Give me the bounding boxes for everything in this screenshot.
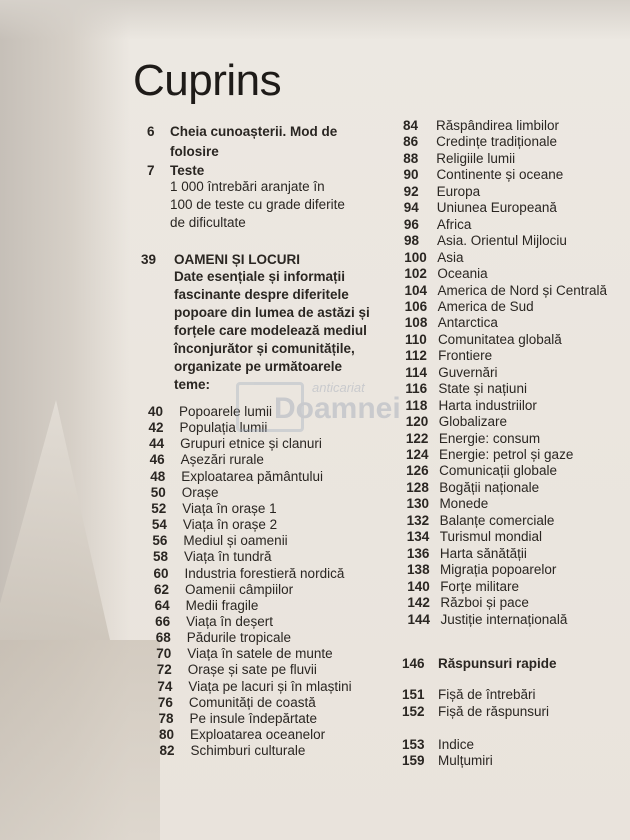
entry-title-cont: folosire	[170, 144, 219, 159]
page-number: 159	[402, 753, 425, 768]
entry-title: Populația lumii	[179, 420, 268, 436]
entry-title: Harta industriilor	[438, 397, 537, 413]
section-description	[174, 268, 370, 394]
page-number: 82	[159, 743, 175, 759]
desc-line: înconjurător și comunitățile,	[174, 341, 355, 356]
desc-line: popoare din lumea de astăzi și	[174, 305, 370, 320]
page-number: 90	[403, 167, 419, 183]
page-number: 6	[147, 124, 155, 139]
page-number: 130	[406, 496, 429, 512]
section-title: OAMENI ȘI LOCURI	[174, 252, 301, 267]
watermark-small-text: anticariat	[312, 380, 365, 395]
page-number: 80	[159, 727, 175, 742]
entry-title: Religiile lumii	[436, 150, 516, 166]
entry-title: Uniunea Europeană	[436, 200, 557, 216]
entry-title: Viața în orașe 2	[182, 517, 278, 533]
page-number: 68	[155, 630, 171, 646]
page-number: 110	[404, 331, 427, 347]
page-number: 122	[405, 430, 429, 446]
tests-description	[170, 178, 345, 232]
watermark-logo	[236, 380, 401, 430]
page-number: 40	[148, 404, 164, 419]
page-number: 124	[406, 447, 429, 462]
page-number: 112	[405, 348, 427, 364]
page-number: 88	[403, 150, 419, 166]
entry-title: Comunități de coastă	[188, 694, 316, 710]
page-number: 46	[149, 452, 165, 468]
desc-line: forțele care modelează mediul	[174, 323, 367, 338]
page-number: 104	[404, 282, 428, 298]
page-number: 50	[150, 484, 166, 500]
page-number: 106	[404, 298, 428, 314]
desc-line: de dificultate	[170, 215, 246, 230]
entry-title: Energie: consum	[438, 430, 541, 446]
entry-title: America de Nord și Centrală	[437, 282, 608, 298]
entry-title: Fișă de întrebări	[438, 687, 536, 702]
page-number: 142	[407, 595, 430, 611]
page-number: 42	[148, 420, 164, 436]
entry-title: Mulțumiri	[438, 753, 493, 768]
entry-title: Continente și oceane	[436, 167, 564, 183]
desc-line: teme:	[174, 377, 211, 392]
page-number: 62	[154, 581, 170, 597]
page-number: 102	[404, 266, 427, 282]
top-shadow	[0, 0, 630, 40]
entry-title: Guvernări	[438, 364, 498, 380]
entry-title: Mediul și oamenii	[183, 533, 288, 549]
entry-title: America de Sud	[437, 298, 534, 314]
entry-title: Forțe militare	[440, 578, 519, 594]
page-title: Cuprins	[133, 56, 282, 105]
entry-title: Exploatarea pământului	[181, 468, 324, 484]
page-number: 72	[156, 662, 172, 678]
desc-line: 1 000 întrebări aranjate în	[170, 179, 325, 194]
entry-title: Exploatarea oceanelor	[190, 727, 326, 742]
page-number: 114	[405, 364, 428, 380]
page-number: 74	[157, 678, 173, 694]
entry-title: Fișă de răspunsuri	[438, 704, 550, 719]
entry-title: Antarctica	[437, 315, 498, 331]
page-number: 126	[406, 463, 429, 479]
ground-image	[0, 640, 160, 840]
page-number: 98	[404, 233, 420, 249]
watermark-big-text: Doamnei	[274, 392, 401, 425]
page-number: 39	[141, 252, 157, 267]
page-number: 146	[402, 656, 425, 671]
page-number: 52	[151, 500, 167, 516]
entry-title: State și națiuni	[438, 381, 527, 397]
page-number: 78	[158, 710, 174, 726]
page-number: 108	[404, 315, 428, 331]
page-number: 76	[157, 694, 173, 710]
page-number: 144	[407, 611, 431, 627]
page-number: 152	[402, 704, 425, 719]
page-number: 60	[153, 565, 169, 581]
entry-title: Asia. Orientul Mijlociu	[437, 233, 567, 249]
entry-title: Război și pace	[440, 595, 529, 611]
entry-title: Cheia cunoașterii. Mod de	[170, 124, 338, 139]
page-number: 44	[149, 436, 165, 452]
page-number: 92	[403, 183, 419, 199]
entry-title: Viața în deșert	[186, 613, 273, 629]
entry-title: Migrația popoarelor	[440, 562, 557, 578]
entry-title: Viața în orașe 1	[182, 500, 277, 516]
page-number: 94	[403, 200, 419, 216]
entry-title: Comunitatea globală	[437, 331, 562, 347]
entry-title: Balanțe comerciale	[439, 512, 555, 528]
entry-title: Oamenii câmpiilor	[185, 581, 294, 597]
page-number: 48	[150, 468, 166, 484]
page-number: 120	[405, 414, 429, 430]
page-number: 136	[406, 545, 430, 561]
page-number: 128	[406, 479, 429, 495]
page-number: 151	[402, 687, 425, 702]
entry-title: Răspunsuri rapide	[438, 656, 557, 671]
entry-title: Europa	[436, 183, 481, 199]
entry-title: Credințe tradiționale	[436, 134, 557, 150]
entry-title: Grupuri etnice și clanuri	[180, 436, 322, 452]
entry-title: Monede	[439, 496, 489, 512]
page-number: 7	[147, 163, 155, 178]
entry-title: Răspândirea limbilor	[436, 118, 560, 133]
entry-title: Oceania	[437, 266, 488, 282]
entry-title: Medii fragile	[185, 597, 259, 613]
page-number: 100	[404, 249, 427, 265]
page-number: 54	[151, 517, 167, 533]
entry-title: Pe insule îndepărtate	[189, 710, 318, 726]
page-number: 64	[154, 597, 170, 613]
entry-title: Viața în tundră	[183, 549, 272, 565]
entry-title: Asia	[437, 249, 464, 265]
entry-title: Energie: petrol și gaze	[439, 447, 574, 462]
entry-title: Viața în satele de munte	[187, 646, 333, 662]
entry-title: Popoarele lumii	[179, 404, 273, 419]
entry-title: Schimburi culturale	[190, 743, 306, 759]
desc-line: organizate pe următoarele	[174, 359, 343, 374]
page-number: 84	[403, 118, 419, 133]
entry-title: Indice	[438, 737, 475, 752]
page-number: 70	[156, 646, 172, 662]
entry-title: Justiție internațională	[440, 611, 568, 627]
desc-line: 100 de teste cu grade diferite	[170, 197, 345, 212]
desc-line: Date esențiale și informații	[174, 269, 346, 284]
page-number: 56	[152, 533, 168, 549]
page-number: 58	[152, 549, 168, 565]
page-number: 134	[406, 529, 430, 545]
page-number: 96	[403, 216, 419, 232]
entry-title: Globalizare	[438, 414, 507, 430]
page-number: 116	[405, 381, 428, 397]
page-number: 132	[406, 512, 430, 528]
entry-title: Comunicații globale	[439, 463, 557, 479]
entry-title: Turismul mondial	[439, 529, 543, 545]
entry-title: Industria forestieră nordică	[184, 565, 345, 581]
entry-title: Pădurile tropicale	[186, 630, 291, 646]
entry-title: Bogății naționale	[439, 479, 540, 495]
page-number: 86	[403, 134, 419, 150]
entry-title: Orașe	[181, 484, 219, 500]
desc-line: fascinante despre diferitele	[174, 287, 349, 302]
entry-title: Așezări rurale	[180, 452, 264, 468]
entry-title: Teste	[170, 163, 205, 178]
entry-title: Frontiere	[438, 348, 493, 364]
entry-title: Africa	[436, 216, 472, 232]
page-number: 118	[405, 397, 428, 413]
page-number: 140	[407, 578, 430, 594]
entry-title: Viața pe lacuri și în mlaștini	[188, 678, 352, 694]
entry-title: Orașe și sate pe fluvii	[187, 662, 317, 678]
page-number: 153	[402, 737, 425, 752]
page-number: 66	[155, 613, 171, 629]
page-number: 138	[407, 562, 430, 578]
entry-title: Harta sănătății	[439, 545, 527, 561]
